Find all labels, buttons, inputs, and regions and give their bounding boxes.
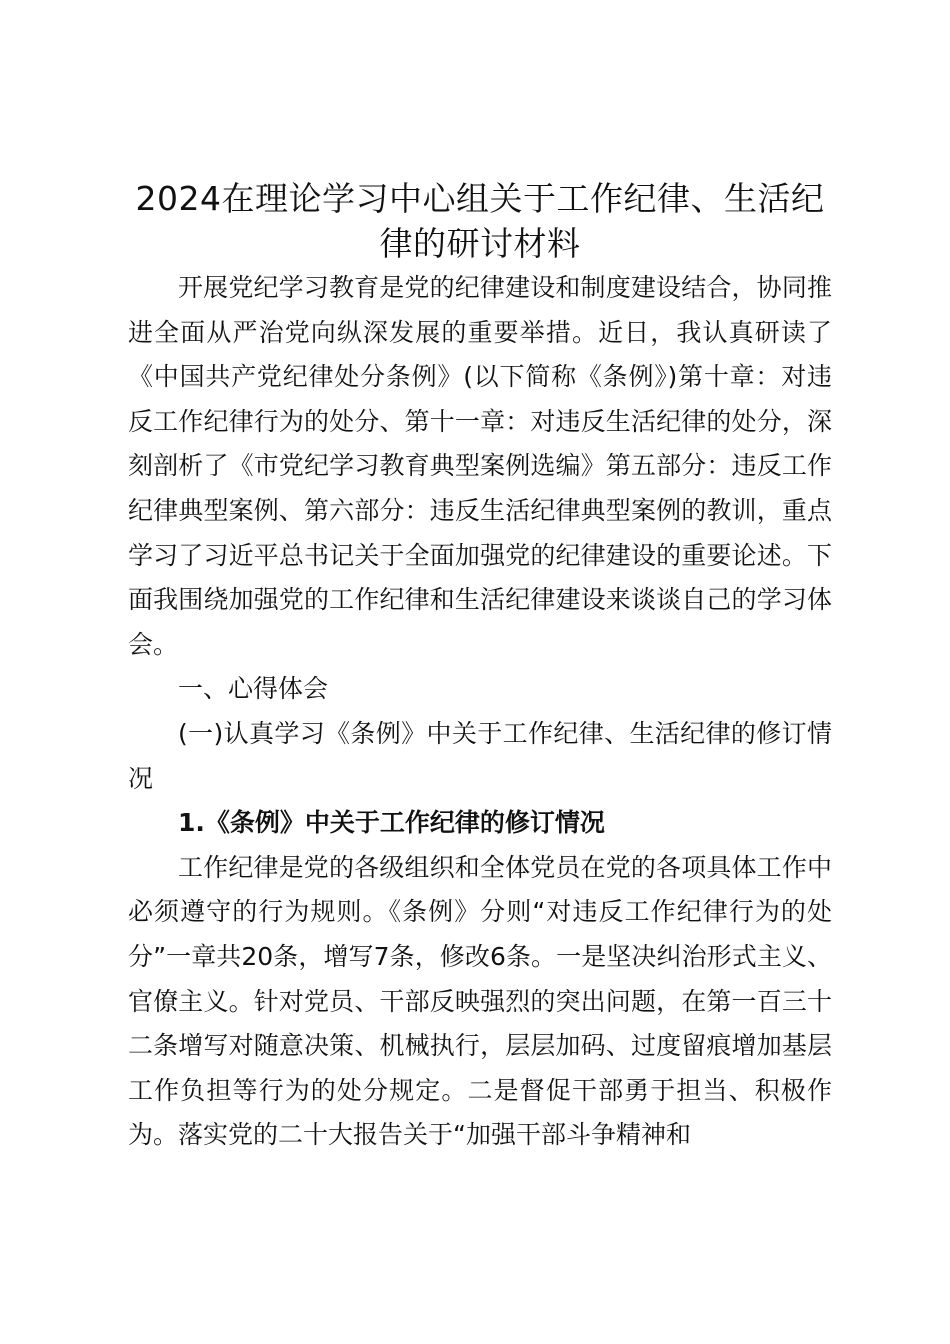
heading-subsection-1: (一)认真学习《条例》中关于工作纪律、生活纪律的修订情况 bbox=[128, 718, 832, 793]
paragraph-work-discipline: 工作纪律是党的各级组织和全体党员在党的各项具体工作中必须遵守的行为规则。《条例》分则“对违反工作纪律行为的处分”一章共20条，增写7条，修改6条。一是坚决纠治形式主义、官僚主义。针对党员、干部反映强烈的突出问题，在第一百三十二条增写对随意决策、机械执行，层层加码、过度留痕增加基层工作负担等行为的处分规定。二是督促干部勇于担当、积极作为。落实党的二十大报告关于“加强干部斗争精神和 bbox=[128, 852, 832, 1150]
document-body bbox=[128, 266, 832, 1158]
heading-section-1: 一、心得体会 bbox=[178, 674, 329, 704]
document-page bbox=[128, 176, 832, 1158]
heading-item-1: 1.《条例》中关于工作纪律的修订情况 bbox=[178, 808, 605, 838]
document-title: 2024在理论学习中心组关于工作纪律、生活纪律的研讨材料 bbox=[135, 179, 825, 263]
paragraph-intro: 开展党纪学习教育是党的纪律建设和制度建设结合，协同推进全面从严治党向纵深发展的重要举措。近日，我认真研读了《中国共产党纪律处分条例》(以下简称《条例》)第十章：对违反工作纪律行为的处分、第十一章：对违反生活纪律的处分，深刻剖析了《市党纪学习教育典型案例选编》第五部分：违反工作纪律典型案例、第六部分：违反生活纪律典型案例的教训，重点学习了习近平总书记关于全面加强党的纪律建设的重要论述。下面我围绕加强党的工作纪律和生活纪律建设来谈谈自己的学习体会。 bbox=[128, 273, 832, 659]
